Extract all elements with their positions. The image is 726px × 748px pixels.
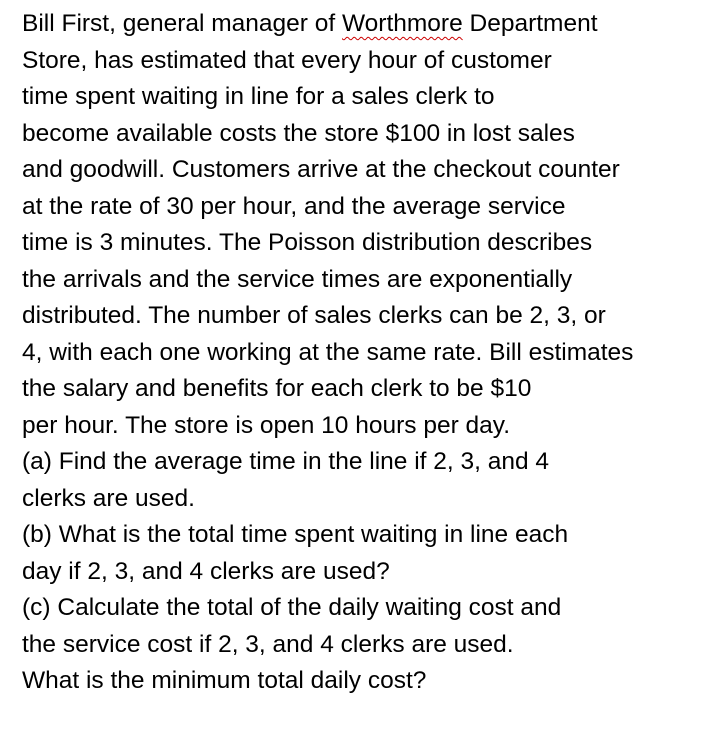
text-line-12: per hour. The store is open 10 hours per day. xyxy=(22,411,511,439)
question-b-line-1: (b) What is the total time spent waiting in line each xyxy=(22,521,569,548)
text-line-3: time spent waiting in line for a sales clerk to xyxy=(22,83,495,110)
text-line-9: distributed. The number of sales clerks can be 2, 3, or xyxy=(22,302,606,329)
text-line-1 xyxy=(22,6,722,43)
question-c-line-2: the service cost if 2, 3, and 4 clerks are used. xyxy=(22,630,514,658)
text-line-5: and goodwill. Customers arrive at the checkout counter xyxy=(22,156,620,183)
text-line-6: at the rate of 30 per hour, and the average service xyxy=(22,192,566,220)
text-line-11: the salary and benefits for each clerk to be $10 xyxy=(22,375,532,402)
question-c-line-3: What is the minimum total daily cost? xyxy=(22,667,427,694)
question-a-line-2: clerks are used. xyxy=(22,484,195,512)
text-line-4: become available costs the store $100 in lost sales xyxy=(22,119,575,147)
text-line-7: time is 3 minutes. The Poisson distribution describes xyxy=(22,229,593,256)
question-c-line-1: (c) Calculate the total of the daily waiting cost and xyxy=(22,594,562,621)
question-b-line-2: day if 2, 3, and 4 clerks are used? xyxy=(22,557,390,585)
document-body xyxy=(22,6,722,700)
text-line-2: Store, has estimated that every hour of customer xyxy=(22,46,552,74)
spellcheck-flagged-word[interactable]: Worthmore xyxy=(342,10,463,37)
question-a-line-1: (a) Find the average time in the line if 2, 3, and 4 xyxy=(22,448,550,475)
text-line-8: the arrivals and the service times are exponentially xyxy=(22,265,573,293)
text-line-1-after: Department xyxy=(462,10,598,37)
text-line-10: 4, with each one working at the same rate. Bill estimates xyxy=(22,338,634,366)
text-line-1-before: Bill First, general manager of xyxy=(22,10,342,37)
